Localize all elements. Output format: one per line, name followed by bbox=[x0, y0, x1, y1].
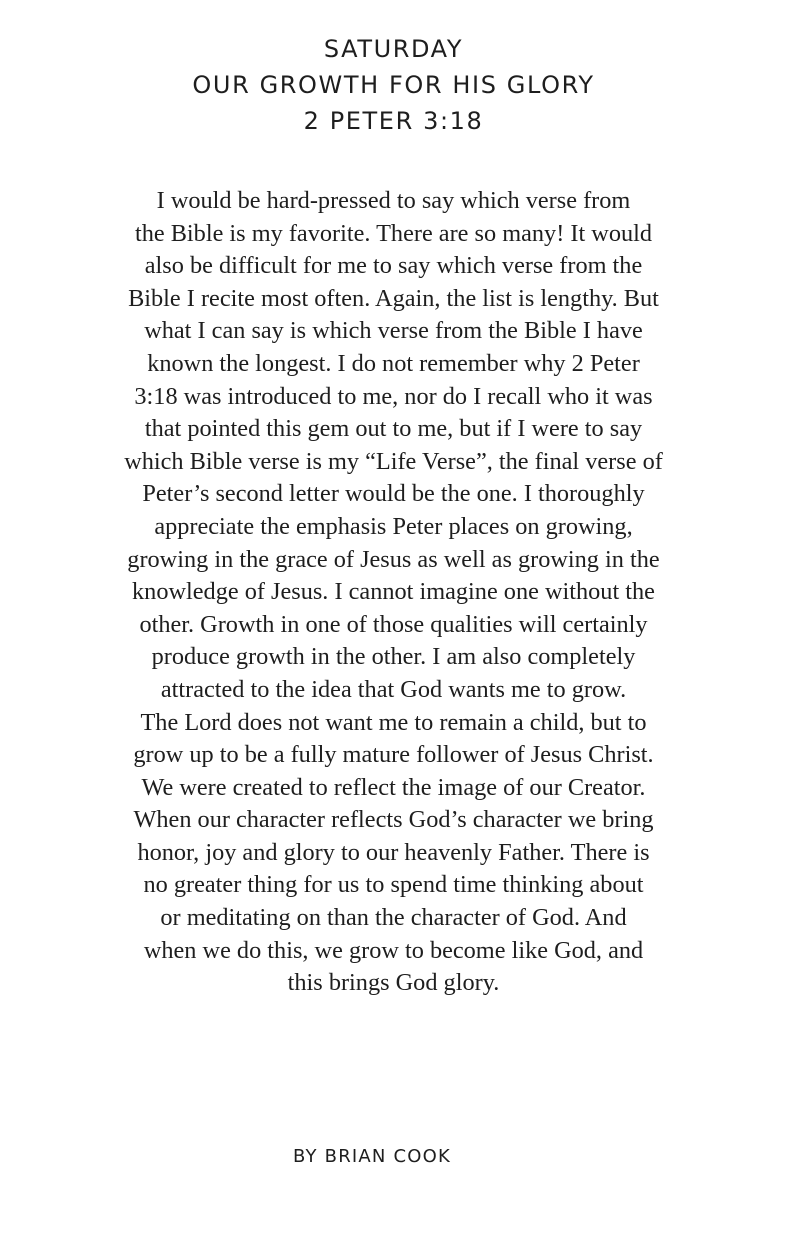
body-line: the Bible is my favorite. There are so many! It would bbox=[134, 219, 653, 247]
body-line: growing in the grace of Jesus as well as growing in the bbox=[127, 545, 660, 573]
devotional-title: OUR GROWTH FOR HIS GLORY bbox=[192, 71, 595, 99]
body-line: known the longest. I do not remember why 2 Peter bbox=[147, 349, 640, 377]
body-line: produce growth in the other. I am also completely bbox=[151, 643, 636, 671]
page-heading bbox=[0, 31, 787, 139]
body-line: We were created to reflect the image of our Creator. bbox=[141, 773, 646, 801]
author-byline: BY BRIAN COOK bbox=[292, 1146, 452, 1167]
body-line: which Bible verse is my “Life Verse”, the final verse of bbox=[124, 447, 663, 475]
body-line: no greater thing for us to spend time thinking about bbox=[143, 871, 644, 899]
body-line: 3:18 was introduced to me, nor do I recall who it was bbox=[134, 382, 653, 410]
body-line: attracted to the idea that God wants me to grow. bbox=[160, 675, 627, 703]
body-line: honor, joy and glory to our heavenly Father. There is bbox=[137, 838, 650, 866]
body-line: The Lord does not want me to remain a child, but to bbox=[140, 708, 647, 736]
devotional-body bbox=[100, 185, 687, 1000]
body-line: that pointed this gem out to me, but if I were to say bbox=[144, 415, 643, 443]
body-line: When our character reflects God’s character we bring bbox=[133, 806, 654, 834]
body-line: or meditating on than the character of God. And bbox=[160, 904, 627, 932]
body-line: grow up to be a fully mature follower of Jesus Christ. bbox=[133, 741, 654, 769]
body-line: Bible I recite most often. Again, the list is lengthy. But bbox=[128, 284, 659, 312]
body-line: when we do this, we grow to become like God, and bbox=[143, 936, 644, 964]
body-line: appreciate the emphasis Peter places on growing, bbox=[154, 512, 633, 540]
body-line: I would be hard-pressed to say which verse from bbox=[156, 187, 631, 214]
body-line: other. Growth in one of those qualities will certainly bbox=[139, 610, 648, 638]
body-line: also be difficult for me to say which verse from the bbox=[144, 252, 643, 280]
day-title: SATURDAY bbox=[323, 35, 464, 63]
body-line: what I can say is which verse from the Bible I have bbox=[144, 317, 643, 345]
scripture-reference: 2 PETER 3:18 bbox=[303, 107, 484, 135]
body-line: Peter’s second letter would be the one. I thoroughly bbox=[142, 480, 645, 508]
body-line: this brings God glory. bbox=[287, 969, 500, 997]
body-line: knowledge of Jesus. I cannot imagine one without the bbox=[132, 578, 655, 606]
